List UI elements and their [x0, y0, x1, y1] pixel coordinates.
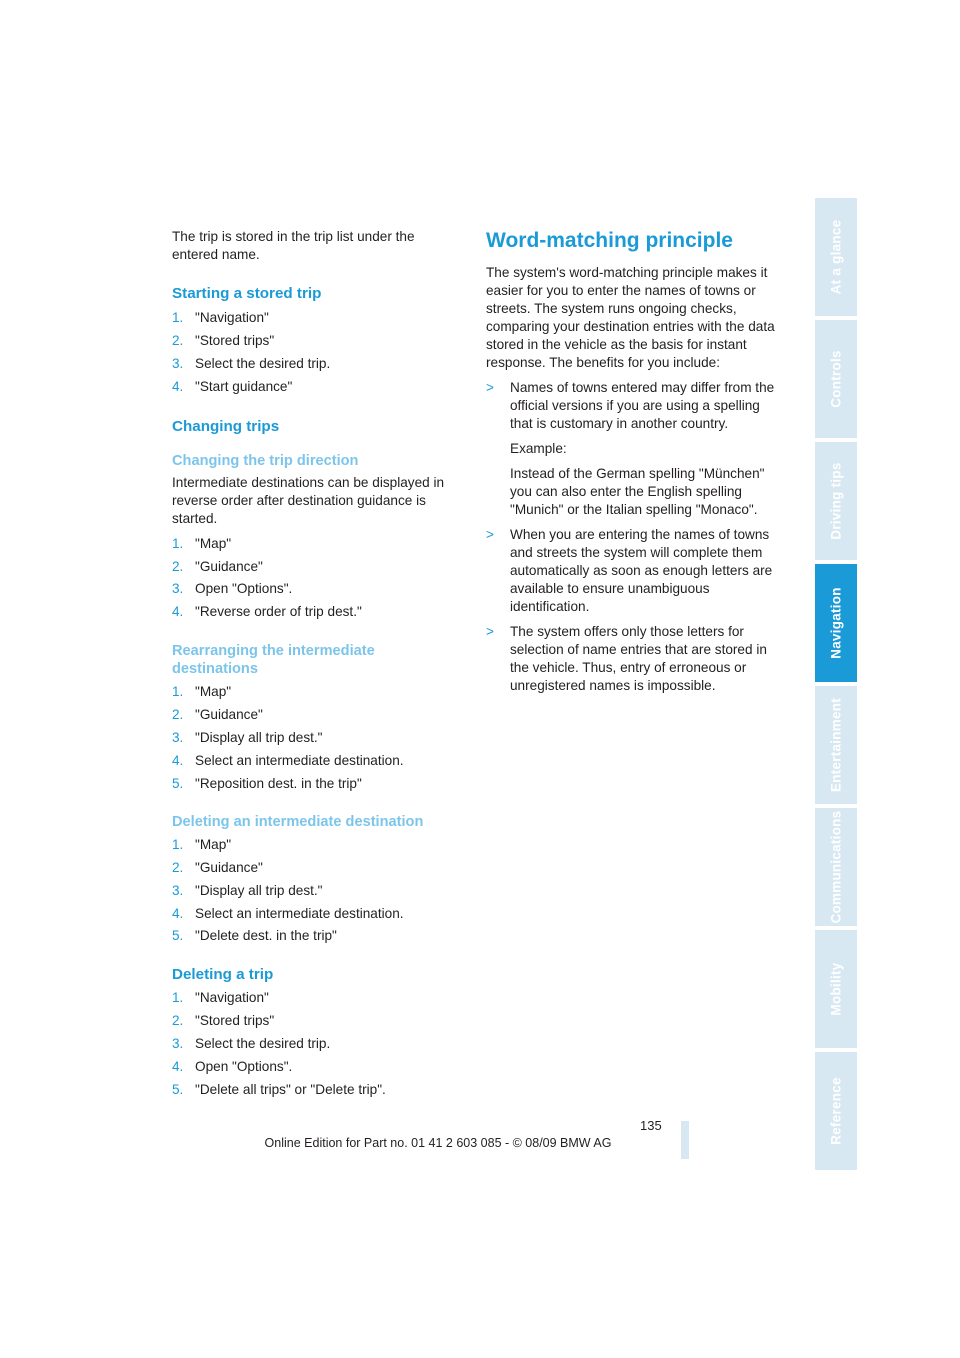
list-item: 4. "Start guidance" — [172, 378, 293, 394]
list-item: 1. "Map" — [172, 836, 232, 852]
trip-direction-text: Intermediate destinations can be displayed in reverse order after destination guidance is started. — [172, 474, 445, 526]
heading-rearranging-destinations: Rearranging the intermediate destinations — [172, 643, 375, 678]
list-item: > The system offers only those letters for selection of name entries that are stored in the vehicle. Thus, entry of erroneous or unregistered names is impossible. — [486, 624, 767, 693]
tab-entertainment[interactable]: Entertainment — [815, 686, 857, 804]
list-item: 1. "Navigation" — [172, 990, 269, 1006]
list-item: 2. "Stored trips" — [172, 1013, 275, 1029]
heading-deleting-trip: Deleting a trip — [172, 966, 274, 984]
list-item: 4. Select an intermediate destination. — [172, 753, 404, 769]
list-item: 3. "Display all trip dest." — [172, 882, 323, 898]
chapter-tabs — [815, 198, 857, 1174]
list-item: 4. "Reverse order of trip dest." — [172, 604, 362, 620]
list-item: 3. "Display all trip dest." — [172, 730, 323, 746]
list-item: 3. Select the desired trip. — [172, 355, 331, 371]
steps-deleting-trip — [172, 989, 462, 1099]
intro-text: The trip is stored in the trip list under the entered name. — [172, 229, 415, 262]
list-item: 5. "Reposition dest. in the trip" — [172, 775, 362, 791]
benefits-list — [486, 379, 781, 695]
list-item: 1. "Navigation" — [172, 310, 269, 325]
steps-changing-trip-direction — [172, 535, 462, 622]
heading-deleting-intermediate: Deleting an intermediate destination — [172, 813, 424, 830]
list-item: 2. "Guidance" — [172, 859, 263, 875]
list-item: 1. "Map" — [172, 535, 232, 551]
list-item: 2. "Stored trips" — [172, 332, 275, 348]
right-column — [486, 228, 781, 702]
tab-mobility[interactable]: Mobility — [815, 930, 857, 1048]
tab-reference[interactable]: Reference — [815, 1052, 857, 1170]
tab-at-a-glance[interactable]: At a glance — [815, 198, 857, 316]
page-number: 135 — [640, 1118, 662, 1133]
steps-deleting-intermediate — [172, 836, 462, 946]
tab-navigation[interactable]: Navigation — [815, 564, 857, 682]
footer-text: Online Edition for Part no. 01 41 2 603 085 - © 08/09 BMW AG — [264, 1136, 612, 1150]
word-matching-intro: The system's word-matching principle makes it easier for you to enter the names of towns or streets. The system runs ongoing checks, comparing your destination entries with the data stored in the vehicle as the basis for instant response. The benefits for you include: — [486, 265, 775, 370]
left-column — [172, 228, 462, 1104]
steps-rearranging-destinations — [172, 683, 462, 793]
steps-starting-stored-trip — [172, 309, 462, 396]
heading-changing-trips: Changing trips — [172, 417, 280, 435]
list-item: 4. Select an intermediate destination. — [172, 905, 404, 921]
list-item: 2. "Guidance" — [172, 558, 263, 574]
heading-starting-stored-trip: Starting a stored trip — [172, 285, 322, 302]
list-item: 3. Select the desired trip. — [172, 1036, 331, 1052]
list-item: 4. Open "Options". — [172, 1059, 293, 1075]
list-item: 3. Open "Options". — [172, 581, 293, 597]
heading-word-matching: Word-matching principle — [486, 229, 733, 252]
list-item: 2. "Guidance" — [172, 707, 263, 723]
heading-changing-trip-direction: Changing the trip direction — [172, 452, 359, 469]
list-item: 5. "Delete dest. in the trip" — [172, 928, 337, 944]
tab-communications[interactable]: Communications — [815, 808, 857, 926]
list-item: > When you are entering the names of towns and streets the system will complete them automatically as soon as enough letters are available to ensure unambiguous identification. — [486, 527, 773, 614]
list-item: 1. "Map" — [172, 684, 232, 700]
tab-controls[interactable]: Controls — [815, 320, 857, 438]
list-item: > Names of towns entered may differ from the official versions if you are using a spelling that is customary in another country. Example: Instead of the German spelling "München" you can also enter the English spelling "Munich" or the Italian spelling "Monaco". — [486, 380, 775, 517]
list-item: 5. "Delete all trips" or "Delete trip". — [172, 1082, 386, 1098]
tab-driving-tips[interactable]: Driving tips — [815, 442, 857, 560]
